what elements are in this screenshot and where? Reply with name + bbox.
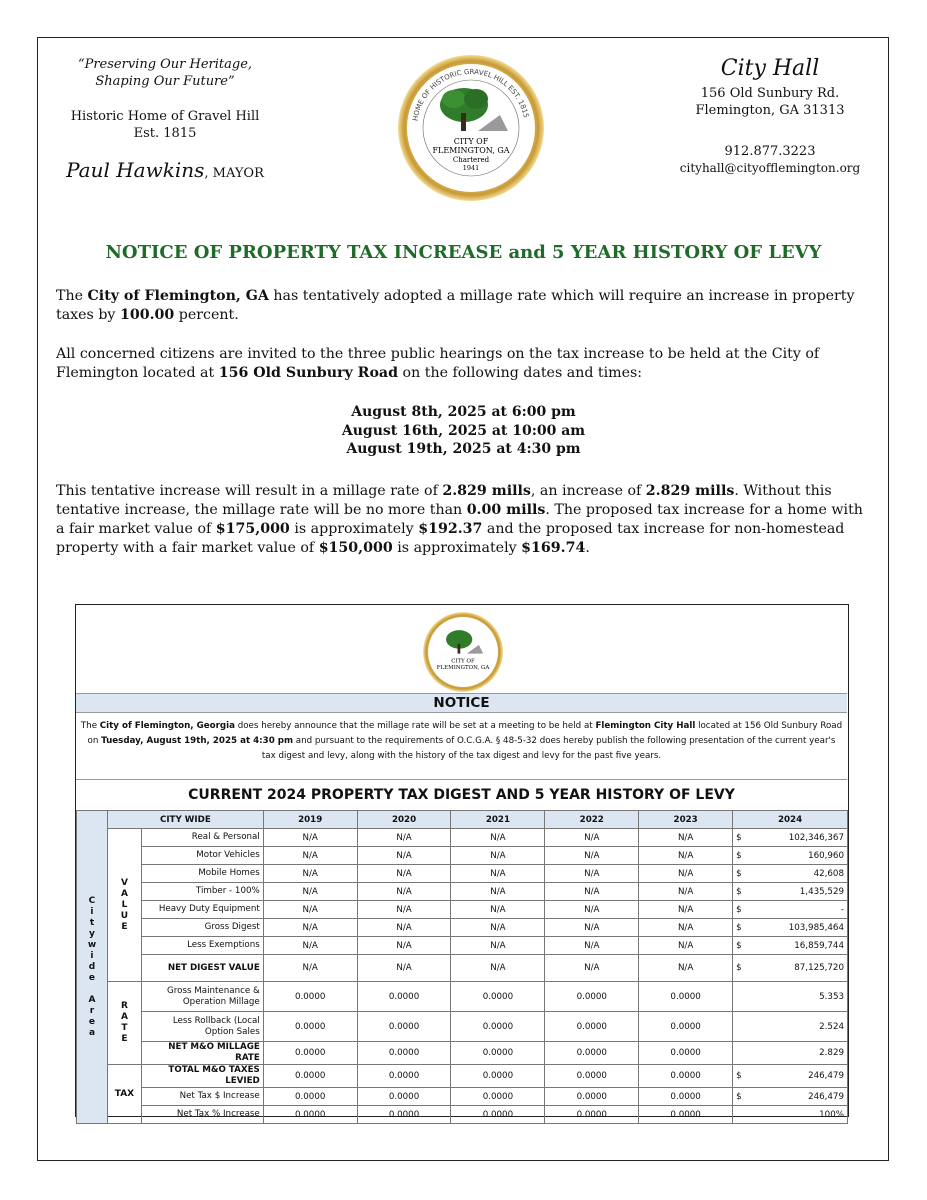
cell-2024: [733, 937, 848, 955]
established: Est. 1815: [133, 126, 197, 141]
notice-part: The: [80, 721, 100, 731]
group-letter: A: [120, 1012, 128, 1022]
notice-text: [80, 719, 843, 764]
cell-value: N/A: [639, 865, 733, 883]
history-title: CURRENT 2024 PROPERTY TAX DIGEST AND 5 YEAR HISTORY OF LEVY: [76, 779, 847, 811]
cell-value: 0.0000: [639, 1042, 733, 1065]
paragraph-2: [56, 345, 874, 383]
notice-city: City of Flemington, Georgia: [99, 721, 235, 731]
p3-text: , an increase of: [530, 483, 646, 499]
mayor-line: [60, 158, 270, 182]
tax-group-label: TAX: [107, 1065, 141, 1124]
mayor-title: , MAYOR: [204, 166, 264, 181]
notice-hall: Flemington City Hall: [595, 721, 696, 731]
seal-year: 1941: [462, 164, 480, 172]
group-letter: E: [121, 921, 128, 932]
notice-part: does hereby announce that the millage rate will be set at a meeting to be held at: [234, 721, 596, 731]
cell-2024: 5.353: [733, 982, 848, 1012]
cell-value: N/A: [451, 847, 545, 865]
row-label: Gross Digest: [141, 919, 263, 937]
motto: “Preserving Our Heritage, Shaping Our Future”: [77, 57, 253, 89]
p1-percent: 100.00: [119, 307, 175, 323]
city-hall-label: City Hall: [720, 56, 820, 81]
seal-city-line2: FLEMINGTON, GA: [432, 146, 510, 155]
cell-value: 0.0000: [263, 1088, 357, 1106]
hearing-date: August 19th, 2025 at 4:30 pm: [346, 441, 581, 457]
cell-value: N/A: [451, 883, 545, 901]
header-left: [60, 56, 270, 182]
historic-home: Historic Home of Gravel Hill: [70, 109, 260, 124]
side-letter: r: [89, 1005, 95, 1016]
cell-value: N/A: [545, 901, 639, 919]
p2-location: 156 Old Sunbury Road: [218, 365, 399, 381]
p3-base: 0.00 mills: [466, 502, 546, 518]
value-2024: 87,125,720: [794, 963, 844, 973]
cell-2024: [733, 919, 848, 937]
p3-text: and the proposed tax increase for non-homestead property with a fair market value of: [56, 521, 845, 556]
group-letter: R: [120, 1001, 128, 1011]
year-header: 2023: [639, 811, 733, 829]
cell-value: N/A: [357, 829, 451, 847]
cell-value: 0.0000: [451, 982, 545, 1012]
row-label: Net Tax $ Increase: [141, 1088, 263, 1106]
cell-value: N/A: [545, 883, 639, 901]
side-letter: a: [88, 1027, 96, 1038]
row-label: Real & Personal: [141, 829, 263, 847]
p1-pre: The: [56, 288, 88, 304]
paragraph-3: [56, 482, 874, 558]
cell-value: 0.0000: [639, 1012, 733, 1042]
cell-value: N/A: [357, 847, 451, 865]
cell-value: 0.0000: [357, 1088, 451, 1106]
value-2024: 16,859,744: [794, 940, 844, 951]
cell-value: 0.0000: [263, 1042, 357, 1065]
cell-value: N/A: [545, 919, 639, 937]
cell-value: 0.0000: [639, 1088, 733, 1106]
notice-part: located at 156 Old Sunbury Road on: [87, 721, 843, 746]
currency: $: [736, 963, 742, 973]
cell-2024: 100%: [733, 1106, 848, 1124]
group-letter: L: [121, 899, 128, 910]
notice-part: and pursuant to the requirements of O.C.G.A. § 48-5-32 does hereby publish the following presentation of the current year's tax digest and levy, along with the history of the tax digest and levy for the past five years.: [261, 736, 836, 761]
notice-when: Tuesday, August 19th, 2025 at 4:30 pm: [101, 736, 294, 746]
p3-nh-value: $150,000: [318, 540, 393, 556]
cell-value: N/A: [357, 901, 451, 919]
side-label: [77, 811, 108, 1124]
p3-text: is approximately: [392, 540, 522, 556]
cell-value: 0.0000: [451, 1106, 545, 1124]
cell-value: N/A: [451, 955, 545, 982]
currency: $: [736, 1071, 742, 1081]
row-label: Gross Maintenance & Operation Millage: [141, 982, 263, 1012]
currency: $: [736, 940, 742, 951]
cell-value: 0.0000: [263, 1065, 357, 1088]
value-2024: 1,435,529: [799, 886, 844, 897]
cell-value: N/A: [639, 901, 733, 919]
notice-box: [75, 604, 849, 1120]
cell-2024: [733, 865, 848, 883]
cell-2024: [733, 1065, 848, 1088]
cell-value: 0.0000: [545, 1042, 639, 1065]
currency: $: [736, 922, 742, 933]
currency: $: [736, 904, 742, 915]
phone: 912.877.3223: [724, 144, 816, 159]
header-right: [660, 56, 880, 177]
p1-city: City of Flemington, GA: [87, 288, 269, 304]
group-letter: T: [121, 1023, 128, 1033]
cell-value: 0.0000: [263, 1012, 357, 1042]
cell-value: 0.0000: [545, 1012, 639, 1042]
side-letter: t: [89, 917, 95, 928]
group-letter: U: [120, 910, 129, 921]
cell-value: 0.0000: [639, 982, 733, 1012]
cell-value: N/A: [357, 865, 451, 883]
cell-value: N/A: [263, 937, 357, 955]
year-header: 2021: [451, 811, 545, 829]
cell-value: 0.0000: [545, 1065, 639, 1088]
rate-group-label: [107, 982, 141, 1065]
value-2024: 160,960: [808, 850, 844, 861]
cell-2024: 2.524: [733, 1012, 848, 1042]
notice-heading: NOTICE: [76, 693, 847, 713]
cell-value: N/A: [639, 955, 733, 982]
cell-value: 0.0000: [639, 1065, 733, 1088]
cell-value: N/A: [451, 919, 545, 937]
mayor-signature: Paul Hawkins: [66, 158, 205, 182]
cell-value: N/A: [451, 901, 545, 919]
cell-value: 0.0000: [357, 1042, 451, 1065]
cell-value: N/A: [451, 937, 545, 955]
row-label: Mobile Homes: [141, 865, 263, 883]
currency: $: [736, 868, 742, 879]
cell-2024: [733, 901, 848, 919]
levy-history-table: [76, 810, 848, 1124]
year-header: 2024: [733, 811, 848, 829]
cell-value: 0.0000: [357, 982, 451, 1012]
side-letter: y: [89, 928, 95, 939]
p3-home-value: $175,000: [215, 521, 290, 537]
cell-value: 0.0000: [357, 1106, 451, 1124]
side-letter: A: [88, 994, 96, 1005]
cell-value: N/A: [639, 919, 733, 937]
value-2024: 246,479: [808, 1071, 844, 1081]
p3-text: .: [585, 540, 590, 556]
cell-value: N/A: [545, 865, 639, 883]
side-letter: e: [88, 1016, 96, 1027]
p3-nh-tax: $169.74: [521, 540, 586, 556]
small-seal-city2: FLEMINGTON, GA: [436, 664, 490, 671]
cell-value: N/A: [263, 883, 357, 901]
p3-text: This tentative increase will result in a millage rate of: [56, 483, 443, 499]
p2-post: on the following dates and times:: [398, 365, 643, 381]
cell-2024: [733, 883, 848, 901]
cell-2024: [733, 829, 848, 847]
cell-value: 0.0000: [451, 1065, 545, 1088]
p1-post: percent.: [174, 307, 239, 323]
row-label: Net Tax % Increase: [141, 1106, 263, 1124]
cell-value: N/A: [263, 829, 357, 847]
value-2024: 42,608: [813, 868, 844, 879]
p3-home-tax: $192.37: [418, 521, 483, 537]
cell-value: N/A: [263, 955, 357, 982]
hearing-dates: [0, 403, 927, 459]
value-2024: 102,346,367: [788, 832, 844, 843]
seal-ring-text: HOME OF HISTORIC GRAVEL HILL EST. 1815: [411, 67, 531, 122]
cell-value: N/A: [639, 829, 733, 847]
p3-text: . Without this tentative increase, the millage rate will be no more than: [56, 483, 832, 518]
cell-value: N/A: [545, 937, 639, 955]
cell-2024: [733, 847, 848, 865]
cell-value: N/A: [545, 847, 639, 865]
side-letter: d: [88, 961, 96, 972]
hearing-date: August 8th, 2025 at 6:00 pm: [351, 404, 576, 420]
p1-mid: has tentatively adopted a millage rate which will require an increase in property taxes by: [56, 288, 855, 323]
hearing-date: August 16th, 2025 at 10:00 am: [341, 422, 586, 439]
cell-value: N/A: [357, 937, 451, 955]
value-2024: 246,479: [808, 1091, 844, 1102]
p3-increase: 2.829 mills: [645, 483, 735, 499]
cell-value: N/A: [639, 937, 733, 955]
year-header: 2022: [545, 811, 639, 829]
year-header: 2019: [263, 811, 357, 829]
currency: $: [736, 1091, 742, 1102]
row-label: Heavy Duty Equipment: [141, 901, 263, 919]
cell-value: 0.0000: [357, 1012, 451, 1042]
city-seal-small: [419, 611, 507, 693]
address-line1: 156 Old Sunbury Rd.: [700, 86, 840, 101]
currency: $: [736, 886, 742, 897]
row-label: Less Exemptions: [141, 937, 263, 955]
cell-value: 0.0000: [451, 1042, 545, 1065]
p3-text: . The proposed tax increase for a home with a fair market value of: [56, 502, 863, 537]
group-letter: A: [120, 888, 128, 899]
group-letter: V: [120, 877, 128, 888]
side-letter: C: [88, 895, 96, 906]
cell-value: 0.0000: [639, 1106, 733, 1124]
side-letter: e: [88, 972, 96, 983]
cell-value: 0.0000: [263, 1106, 357, 1124]
cell-value: 0.0000: [451, 1088, 545, 1106]
cell-value: N/A: [451, 829, 545, 847]
cell-value: N/A: [451, 865, 545, 883]
corner-header: CITY WIDE: [107, 811, 263, 829]
address-line2: Flemington, GA 31313: [695, 103, 845, 118]
row-label: Timber - 100%: [141, 883, 263, 901]
cell-value: N/A: [263, 901, 357, 919]
cell-value: 0.0000: [545, 1088, 639, 1106]
city-seal: [396, 53, 546, 203]
cell-2024: [733, 955, 848, 982]
cell-value: N/A: [357, 955, 451, 982]
row-label: Less Rollback (Local Option Sales: [141, 1012, 263, 1042]
cell-2024: [733, 1088, 848, 1106]
cell-value: N/A: [357, 919, 451, 937]
group-letter: E: [121, 1034, 128, 1044]
cell-value: N/A: [263, 865, 357, 883]
p2-pre: All concerned citizens are invited to the three public hearings on the tax increase to be held at the City of Flemington located at: [56, 346, 820, 381]
value-2024: -: [840, 904, 844, 915]
side-letter: i: [90, 906, 94, 917]
email: cityhall@cityofflemington.org: [679, 161, 861, 175]
small-seal-city1: CITY OF: [451, 658, 475, 665]
cell-value: N/A: [357, 883, 451, 901]
seal-chartered: Chartered: [452, 156, 490, 164]
side-letter: [80, 984, 104, 995]
currency: $: [736, 832, 742, 843]
cell-value: 0.0000: [357, 1065, 451, 1088]
row-label: NET DIGEST VALUE: [141, 955, 263, 982]
row-label: TOTAL M&O TAXES LEVIED: [141, 1065, 263, 1088]
row-label: Motor Vehicles: [141, 847, 263, 865]
row-label: NET M&O MILLAGE RATE: [141, 1042, 263, 1065]
cell-value: N/A: [545, 955, 639, 982]
paragraph-1: [56, 287, 874, 325]
p3-text: is approximately: [289, 521, 419, 537]
cell-value: 0.0000: [263, 982, 357, 1012]
cell-value: N/A: [639, 883, 733, 901]
cell-value: N/A: [263, 847, 357, 865]
value-2024: 103,985,464: [788, 922, 844, 933]
cell-value: N/A: [263, 919, 357, 937]
side-letter: w: [87, 939, 97, 950]
cell-value: 0.0000: [545, 982, 639, 1012]
cell-value: 0.0000: [545, 1106, 639, 1124]
value-group-label: [107, 829, 141, 982]
cell-value: N/A: [545, 829, 639, 847]
cell-2024: 2.829: [733, 1042, 848, 1065]
p3-rate: 2.829 mills: [442, 483, 531, 499]
seal-city-line1: CITY OF: [453, 137, 489, 146]
year-header: 2020: [357, 811, 451, 829]
page-title: NOTICE OF PROPERTY TAX INCREASE and 5 YEAR HISTORY OF LEVY: [105, 242, 822, 263]
cell-value: N/A: [639, 847, 733, 865]
side-letter: i: [90, 950, 94, 961]
currency: $: [736, 850, 742, 861]
cell-value: 0.0000: [451, 1012, 545, 1042]
